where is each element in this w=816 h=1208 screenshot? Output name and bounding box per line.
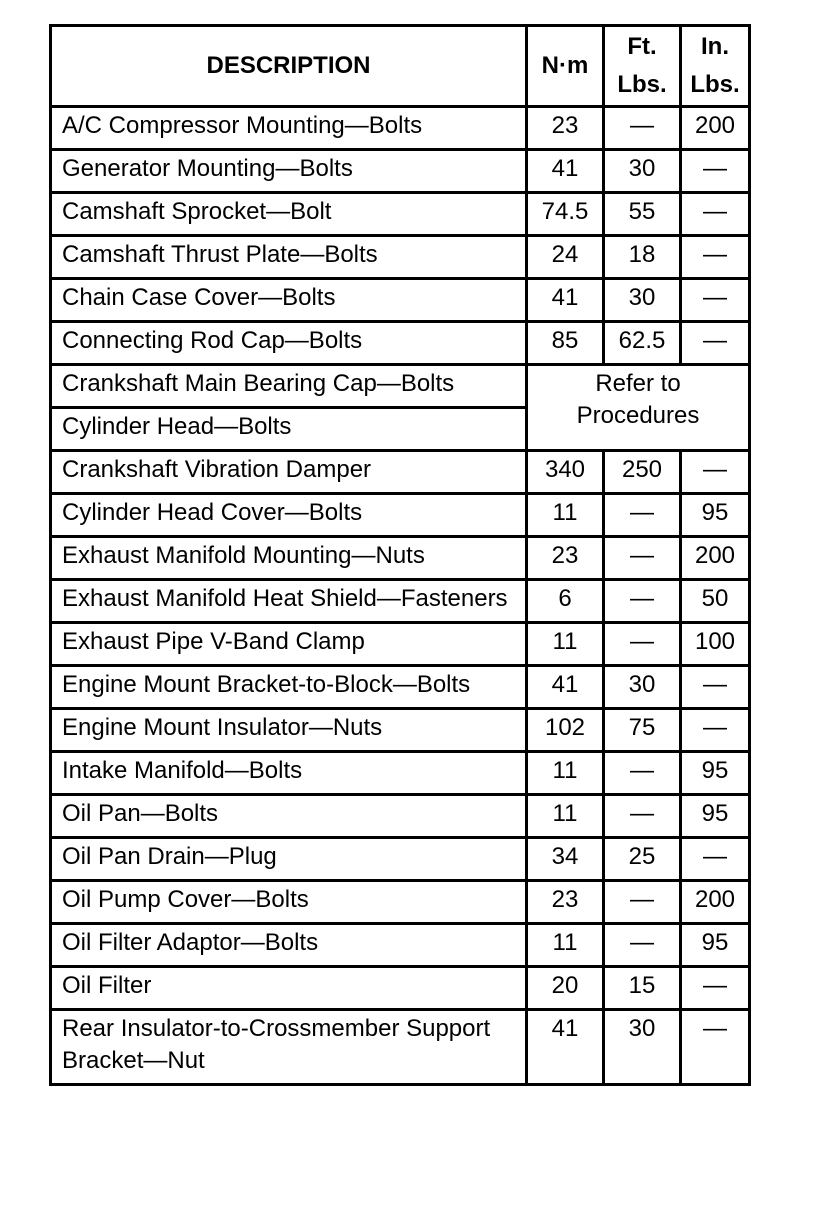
row-in-lbs: — [681,150,750,193]
row-nm: 34 [527,838,604,881]
row-in-lbs: — [681,967,750,1010]
row-description: Intake Manifold—Bolts [51,752,527,795]
row-ft-lbs: 30 [604,150,681,193]
row-nm: 11 [527,494,604,537]
row-in-lbs: 95 [681,924,750,967]
row-nm: 11 [527,623,604,666]
row-in-lbs: 200 [681,881,750,924]
table-row [51,881,750,924]
row-in-lbs: 200 [681,107,750,150]
row-nm: 41 [527,150,604,193]
row-description: Camshaft Sprocket—Bolt [51,193,527,236]
row-ft-lbs: 62.5 [604,322,681,365]
header-row [51,26,750,107]
row-nm: 11 [527,795,604,838]
table-row [51,752,750,795]
row-ft-lbs: — [604,494,681,537]
header-in-lbs: In. Lbs. [681,26,750,107]
table-row [51,709,750,752]
row-description: Crankshaft Vibration Damper [51,451,527,494]
row-description: Oil Pump Cover—Bolts [51,881,527,924]
table-row [51,795,750,838]
row-nm: 41 [527,279,604,322]
row-ft-lbs: — [604,623,681,666]
row-description: Generator Mounting—Bolts [51,150,527,193]
row-ft-lbs: 75 [604,709,681,752]
row-in-lbs: — [681,666,750,709]
row-in-lbs: — [681,279,750,322]
row-description: Rear Insulator-to-Crossmember Support Bracket—Nut [51,1010,527,1085]
table-row [51,365,750,408]
row-in-lbs: — [681,322,750,365]
row-ft-lbs: 30 [604,279,681,322]
row-nm: 6 [527,580,604,623]
row-in-lbs: 200 [681,537,750,580]
row-nm: 23 [527,881,604,924]
row-in-lbs: — [681,451,750,494]
table-row [51,623,750,666]
row-ft-lbs: 30 [604,666,681,709]
header-nm: N·m [527,26,604,107]
row-in-lbs: 95 [681,795,750,838]
row-description: Exhaust Pipe V-Band Clamp [51,623,527,666]
row-description: Crankshaft Main Bearing Cap—Bolts [51,365,527,408]
row-ft-lbs: 55 [604,193,681,236]
table-row [51,580,750,623]
table-row [51,537,750,580]
table-row [51,279,750,322]
row-nm: 85 [527,322,604,365]
row-ft-lbs: — [604,795,681,838]
row-in-lbs: — [681,709,750,752]
row-ft-lbs: — [604,881,681,924]
row-description: Oil Filter Adaptor—Bolts [51,924,527,967]
row-in-lbs: 50 [681,580,750,623]
row-nm: 20 [527,967,604,1010]
row-ft-lbs: — [604,107,681,150]
row-nm: 11 [527,924,604,967]
table-row [51,666,750,709]
header-description: DESCRIPTION [51,26,527,107]
row-ft-lbs: — [604,580,681,623]
row-in-lbs: — [681,838,750,881]
row-nm: 23 [527,537,604,580]
row-nm: 340 [527,451,604,494]
row-in-lbs: — [681,1010,750,1085]
row-ft-lbs: 25 [604,838,681,881]
row-nm: 41 [527,1010,604,1085]
table-row [51,838,750,881]
row-nm: 41 [527,666,604,709]
row-ft-lbs: 250 [604,451,681,494]
row-description: Exhaust Manifold Mounting—Nuts [51,537,527,580]
row-in-lbs: 100 [681,623,750,666]
table-row [51,494,750,537]
row-nm: 74.5 [527,193,604,236]
table-row [51,967,750,1010]
row-description: Cylinder Head Cover—Bolts [51,494,527,537]
row-description: Oil Filter [51,967,527,1010]
row-description: Cylinder Head—Bolts [51,408,527,451]
row-in-lbs: — [681,236,750,279]
header-ft-lbs: Ft. Lbs. [604,26,681,107]
row-description: Connecting Rod Cap—Bolts [51,322,527,365]
row-in-lbs: — [681,193,750,236]
row-ft-lbs: — [604,924,681,967]
table-row [51,150,750,193]
row-ft-lbs: 30 [604,1010,681,1085]
row-nm: 24 [527,236,604,279]
row-ft-lbs: — [604,752,681,795]
row-description: Engine Mount Bracket-to-Block—Bolts [51,666,527,709]
table-row [51,924,750,967]
row-in-lbs: 95 [681,494,750,537]
row-ft-lbs: 18 [604,236,681,279]
table-row [51,236,750,279]
table-row [51,1010,750,1085]
row-nm: 11 [527,752,604,795]
row-nm: 23 [527,107,604,150]
row-nm: 102 [527,709,604,752]
row-description: Oil Pan Drain—Plug [51,838,527,881]
row-in-lbs: 95 [681,752,750,795]
row-description: Engine Mount Insulator—Nuts [51,709,527,752]
row-description: Oil Pan—Bolts [51,795,527,838]
table-row [51,451,750,494]
torque-spec-table [49,24,751,1086]
table-row [51,322,750,365]
row-ft-lbs: 15 [604,967,681,1010]
refer-to-procedures: Refer to Procedures [527,365,750,451]
row-description: A/C Compressor Mounting—Bolts [51,107,527,150]
row-description: Camshaft Thrust Plate—Bolts [51,236,527,279]
row-description: Exhaust Manifold Heat Shield—Fasteners [51,580,527,623]
table-row [51,193,750,236]
row-description: Chain Case Cover—Bolts [51,279,527,322]
table-row [51,107,750,150]
row-ft-lbs: — [604,537,681,580]
